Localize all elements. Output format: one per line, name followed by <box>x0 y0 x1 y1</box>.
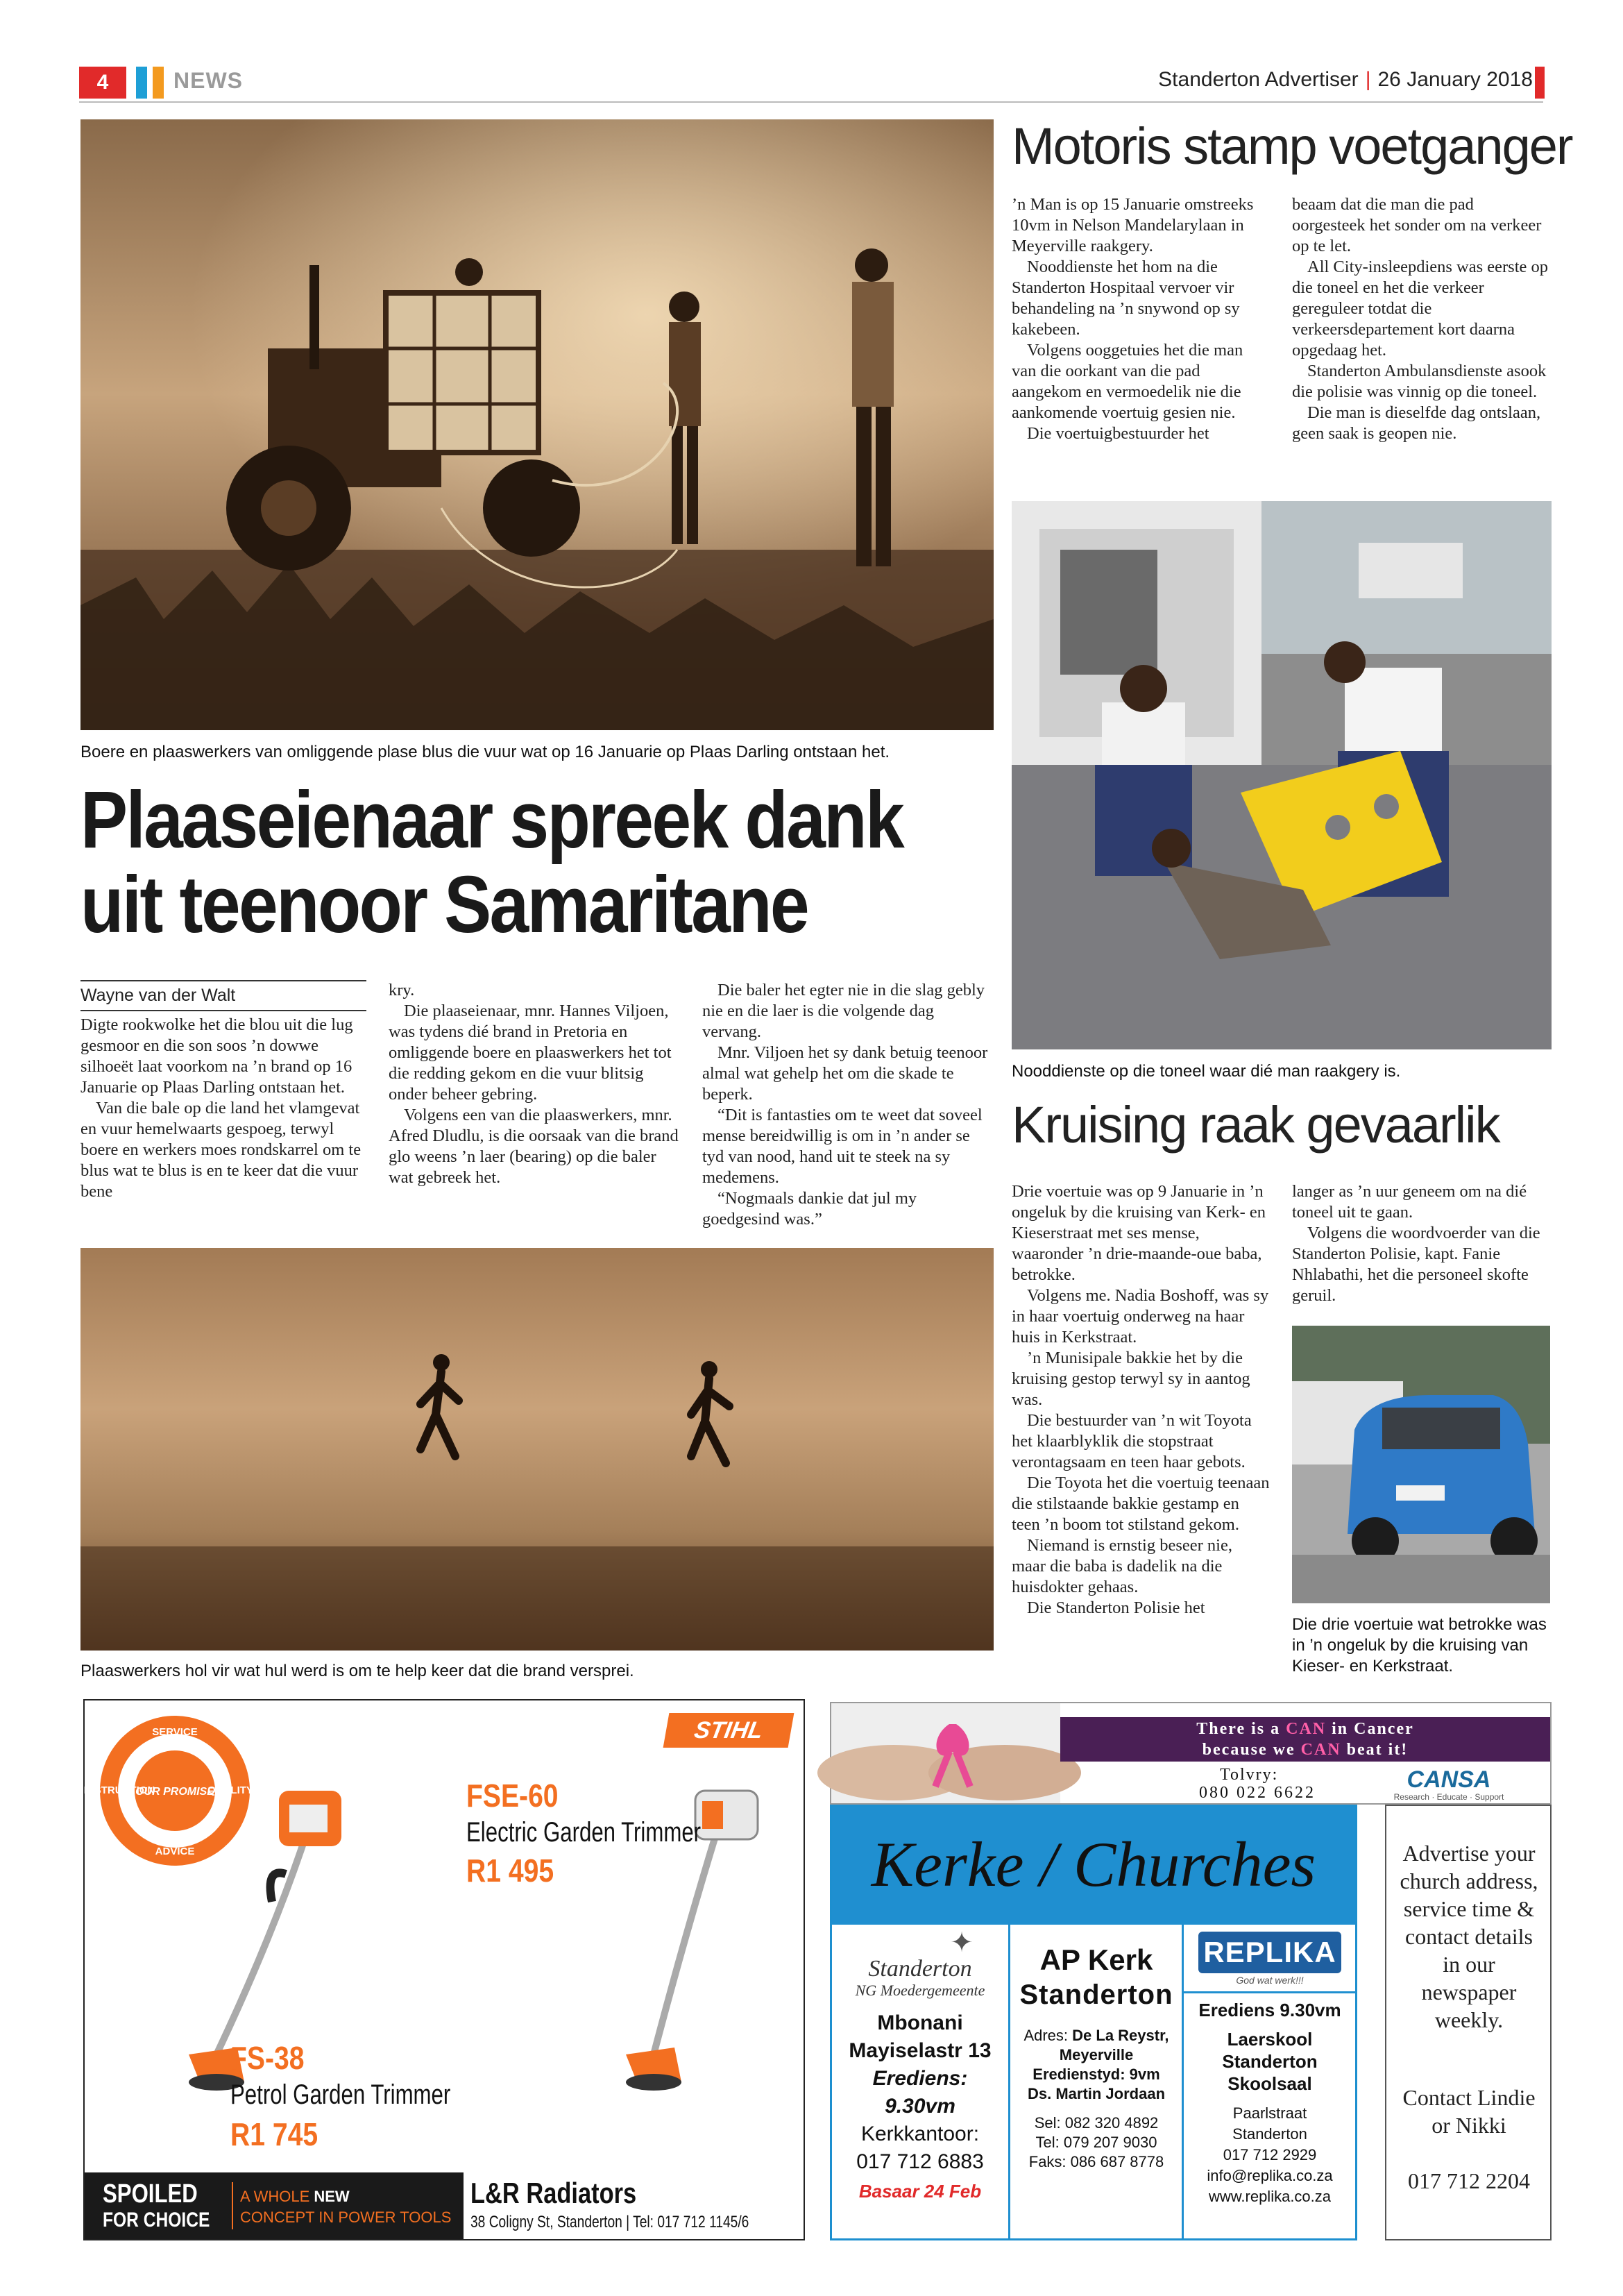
crash-cars-photo <box>1292 1326 1550 1603</box>
main-article-column-2 <box>389 980 680 1188</box>
church-divider-2 <box>1182 1925 1184 2238</box>
ap-minister: Ds. Martin Jordaan <box>1027 2085 1166 2102</box>
cansa-logo-text: CANSA <box>1407 1766 1491 1793</box>
church-ap-kerk <box>1011 1943 1182 2238</box>
replika-email[interactable]: info@replika.co.za <box>1207 2167 1333 2184</box>
dealer-name: L&R Radiators <box>470 2177 637 2209</box>
ng-office-label: Kerkkantoor: <box>860 2122 980 2145</box>
replika-rule <box>1183 1991 1357 1993</box>
kruising-headline: Kruising raak gevaarlik <box>1012 1096 1499 1154</box>
ap-title-line-2: Standerton <box>1019 1980 1173 2010</box>
page-number: 4 <box>79 67 126 99</box>
replika-phone: 017 712 2929 <box>1223 2146 1317 2163</box>
motoris-column-1 <box>1012 194 1270 444</box>
kruising-col1-para-4: Die bestuurder van ’n wit Toyota het klaarblyklik die stopstraat verontagsaam en teen haar gebots. <box>1012 1411 1252 1471</box>
replika-logo-text: REPLIKA <box>1203 1936 1336 1968</box>
runners-photo <box>80 1248 994 1651</box>
replika-website[interactable]: www.replika.co.za <box>1208 2188 1332 2205</box>
fse60-name: Electric Garden Trimmer <box>466 1817 702 1848</box>
fs38-price: R1 745 <box>230 2116 318 2152</box>
slogan-2b: CAN <box>1300 1741 1341 1759</box>
ng-logo-star-icon: ✦ <box>950 1927 974 1959</box>
motoris-col2-para-2: All City-insleepdiens was eerste op die toneel en het die verkeer gereguleer totdat die verkeersdepartement kort daarna opgedaag het. <box>1292 258 1549 360</box>
main-article-column-3 <box>702 980 994 1230</box>
ap-title-line-1: AP Kerk <box>1039 1943 1153 1976</box>
ap-service-time: Eredienstyd: 9vm <box>1033 2066 1160 2083</box>
byline: Wayne van der Walt <box>80 980 366 1011</box>
ap-tel: Tel: 079 207 9030 <box>1035 2134 1157 2151</box>
motoris-column-2 <box>1292 194 1550 444</box>
kruising-column-2 <box>1292 1181 1550 1306</box>
kruising-col1-para-2: Volgens me. Nadia Boshoff, was sy in haar voertuig onderweg na haar huis in Kerkstraat. <box>1012 1286 1269 1347</box>
fire-photo-caption: Boere en plaaswerkers van omliggende plase blus die vuur wat op 16 Januarie op Plaas Darling ontstaan het. <box>80 743 890 761</box>
cansa-slogan-line-2 <box>1060 1739 1550 1760</box>
kruising-col1-para-5: Die Toyota het die voertuig teenaan die stilstaande bakkie gestamp en teen ’n boom tot stilstand gekom. <box>1012 1474 1270 1534</box>
replika-venue-2: Standerton <box>1222 2051 1318 2072</box>
main-col2-para-1: kry. <box>389 981 415 999</box>
main-col1-para-1: Digte rookwolke het die blou uit die lug gesmoor en die son soos ’n dowwe silhoeët laat voorkom na ’n brand op 16 Januarie op Plaas Darling ontstaan het. <box>80 1015 353 1097</box>
advertise-church-box <box>1385 1805 1552 2240</box>
main-article-column-1 <box>80 1015 366 1202</box>
ambulance-photo-caption: Nooddienste op die toneel waar dié man raakgery is. <box>1012 1062 1401 1081</box>
fs38-code: FS-38 <box>230 2040 305 2076</box>
main-headline-line-1: Plaaseienaar spreek dank <box>80 775 903 865</box>
ng-street: Mayiselastr 13 <box>849 2039 992 2062</box>
promise-ring-quality: QUALITY <box>207 1784 253 1796</box>
slogan-1a: There is a <box>1196 1720 1286 1738</box>
stihl-footer <box>85 2172 804 2239</box>
kruising-col2-para-1: langer as ’n uur geneem om na dié toneel uit te gaan. <box>1292 1182 1527 1222</box>
church-divider-1 <box>1008 1925 1010 2238</box>
footer-divider <box>232 2182 233 2229</box>
header-blue-bar <box>136 67 147 99</box>
promise-ring-advice: ADVICE <box>155 1846 195 1857</box>
section-label: NEWS <box>173 68 243 93</box>
slogan-2c: beat it! <box>1341 1741 1409 1759</box>
cansa-phone: 080 022 6622 <box>1199 1784 1316 1802</box>
advertise-phone: 017 712 2204 <box>1408 2168 1530 2193</box>
motoris-col2-para-3: Standerton Ambulansdienste asook die polisie was vinnig op die toneel. <box>1292 362 1547 401</box>
replika-venue-1: Laerskool <box>1227 2029 1313 2050</box>
fse60-price: R1 495 <box>466 1852 554 1889</box>
motoris-col2-para-4: Die man is dieselfde dag ontslaan, geen saak is geopen nie. <box>1292 403 1541 443</box>
ap-address-value: De La Reystr, Meyerville <box>1059 2027 1169 2063</box>
tollfree-label: Tolvry: <box>1220 1766 1279 1784</box>
ng-logo-line-1: Standerton <box>868 1956 972 1982</box>
main-col3-para-2: Mnr. Viljoen het sy dank betuig teenoor almal wat gehelp het om die skade te beperk. <box>702 1043 988 1104</box>
motoris-col2-para-1: beaam dat die man die pad oorgesteek het sonder om na verkeer op te let. <box>1292 195 1542 255</box>
whole-new-line-2: CONCEPT IN POWER TOOLS <box>240 2209 452 2226</box>
header-orange-bar <box>153 67 164 99</box>
motoris-col1-para-3: Volgens ooggetuies het die man van die oorkant van die pad aangekom en vermoedelik nie die aankomende voertuig gesien nie. <box>1012 341 1243 422</box>
motoris-col1-para-1: ’n Man is op 15 Januarie omstreeks 10vm in Nelson Mandelarylaan in Meyerville raakgery. <box>1012 195 1254 255</box>
cansa-slogan-banner <box>1060 1717 1550 1762</box>
motoris-col1-para-2: Nooddienste het hom na die Standerton Hospitaal vervoer vir behandeling na ’n snywond op sy kakebeen. <box>1012 258 1240 339</box>
dealer-panel <box>464 2172 804 2239</box>
replika-street: Paarlstraat <box>1232 2104 1307 2122</box>
spoiled-line-2: FOR CHOICE <box>103 2209 210 2231</box>
ap-fax: Faks: 086 687 8778 <box>1028 2153 1164 2170</box>
replika-logo <box>1198 1932 1341 1973</box>
motoris-headline: Motoris stamp voetganger <box>1012 117 1572 175</box>
ribbon-hands-image <box>831 1703 1060 1803</box>
kruising-col1-para-7: Die Standerton Polisie het <box>1027 1598 1205 1617</box>
stihl-logo-text: STIHL <box>692 1717 765 1744</box>
kruising-col1-para-1: Drie voertuie was op 9 Januarie in ’n ongeluk by die kruising van Kerk- en Kieserstraat met ses mense, waaronder ’n drie-maande-oue baba, betrokke. <box>1012 1182 1266 1284</box>
motoris-col1-para-4: Die voertuigbestuurder het <box>1027 424 1209 443</box>
churches-title: Kerke / Churches <box>871 1829 1316 1900</box>
promise-ring-service: SERVICE <box>152 1726 198 1738</box>
advertise-text: Advertise your church address, service time & contact details in our newspaper weekly. <box>1400 1841 1538 2032</box>
kruising-column-1 <box>1012 1181 1270 1619</box>
promise-center-text: OUR PROMISE <box>135 1786 214 1798</box>
slogan-2a: because we <box>1202 1741 1301 1759</box>
ng-bazaar: Basaar 24 Feb <box>858 2181 982 2202</box>
main-col2-para-3: Volgens een van die plaaswerkers, mnr. Afred Dludlu, is die oorsaak van die brand glo weens ’n laer (bearing) op die baler wat gebreek het. <box>389 1106 679 1187</box>
church-replika <box>1184 1932 1355 2237</box>
cansa-logo-tagline: Research · Educate · Support <box>1393 1792 1504 1802</box>
main-col3-para-3: “Dit is fantasties om te weet dat soveel mense bereidwillig is om in ’n ander se tyd van nood, hand uit te steek na sy medemens. <box>702 1106 983 1187</box>
slogan-1c: in Cancer <box>1326 1720 1414 1738</box>
promise-ring-instruction: INSTRUCTION <box>83 1784 155 1796</box>
ng-office-phone: 017 712 6883 <box>856 2150 984 2173</box>
ng-service-label: Erediens: <box>872 2067 968 2090</box>
stihl-logo <box>663 1713 794 1748</box>
main-col1-para-2: Van die bale op die land het vlamgevat en vuur hemelwaarts gespoeg, terwyl boere en werkers moes rondskarrel om te blus wat te blus is en te keer dat die vuur bene <box>80 1099 362 1201</box>
kruising-col2-para-2: Volgens die woordvoerder van die Standerton Polisie, kapt. Fanie Nhlabathi, het die personeel skofte geruil. <box>1292 1224 1540 1305</box>
dealer-address: 38 Coligny St, Standerton | Tel: 017 712 1145/6 <box>470 2213 749 2231</box>
main-col2-para-2: Die plaaseienaar, mnr. Hannes Viljoen, was tydens dié brand in Pretoria en omliggende boere en plaaswerkers het tot die redding gekom en die vuur blitsig onder beheer gebring. <box>389 1002 672 1104</box>
whole-new-text: A WHOLE <box>240 2188 310 2205</box>
churches-directory <box>830 1805 1357 2240</box>
header-rule <box>79 101 1543 103</box>
ng-service-time: 9.30vm <box>885 2095 955 2118</box>
church-ng-moedergemeente <box>832 1929 1008 2238</box>
main-headline-line-2: uit teenoor Samaritane <box>80 859 808 949</box>
cansa-advert[interactable] <box>830 1702 1552 1805</box>
ap-cell: Sel: 082 320 4892 <box>1034 2114 1159 2132</box>
main-col3-para-4: “Nogmaals dankie dat jul my goedgesind was.” <box>702 1189 917 1229</box>
ng-logo-line-2: NG Moedergemeente <box>855 1982 985 1999</box>
ambulance-scene-photo <box>1012 501 1552 1049</box>
main-headline <box>80 777 903 947</box>
fire-fighting-photo <box>80 119 994 730</box>
whole-new-highlight: NEW <box>314 2188 350 2205</box>
fs38-name: Petrol Garden Trimmer <box>230 2079 451 2110</box>
paper-masthead <box>1158 68 1533 92</box>
replika-town: Standerton <box>1232 2125 1307 2143</box>
advertise-contact: Contact Lindie or Nikki <box>1402 2085 1536 2138</box>
churches-title-band <box>832 1807 1355 1925</box>
ap-address-label: Adres: <box>1023 2027 1073 2044</box>
whole-new-line-1 <box>240 2188 350 2206</box>
header-red-bar <box>1535 67 1545 99</box>
crash-photo-caption: Die drie voertuie wat betrokke was in ’n ongeluk by die kruising van Kieser- en Kerkstraat. <box>1292 1615 1547 1675</box>
replika-tagline: God wat werk!!! <box>1236 1975 1304 1986</box>
replika-venue-3: Skoolsaal <box>1227 2073 1312 2094</box>
cansa-logo <box>1359 1767 1539 1802</box>
runners-photo-caption: Plaaswerkers hol vir wat hul werd is om te help keer dat die brand versprei. <box>80 1662 634 1680</box>
replika-service: Erediens 9.30vm <box>1198 2000 1341 2020</box>
spoiled-line-1: SPOILED <box>103 2179 198 2209</box>
ng-location: Mbonani <box>877 2011 963 2034</box>
fse60-code: FSE-60 <box>466 1778 559 1814</box>
cansa-slogan-line-1 <box>1060 1719 1550 1739</box>
slogan-1b: CAN <box>1286 1720 1327 1738</box>
kruising-col1-para-6: Niemand is ernstig beseer nie, maar die baba is dadelik na die huisdokter gehaas. <box>1012 1536 1232 1596</box>
main-col3-para-1: Die baler het egter nie in die slag gebly nie en die laer is die volgende dag vervang. <box>702 981 985 1041</box>
kruising-col1-para-3: ’n Munisipale bakkie het by die kruising gestop terwyl sy in aantog was. <box>1012 1349 1250 1409</box>
ap-address <box>1011 2026 1182 2065</box>
paper-name: Standerton Advertiser <box>1158 68 1359 91</box>
masthead-separator: | <box>1365 68 1371 91</box>
stihl-advert[interactable] <box>83 1699 805 2240</box>
issue-date: 26 January 2018 <box>1377 68 1533 91</box>
